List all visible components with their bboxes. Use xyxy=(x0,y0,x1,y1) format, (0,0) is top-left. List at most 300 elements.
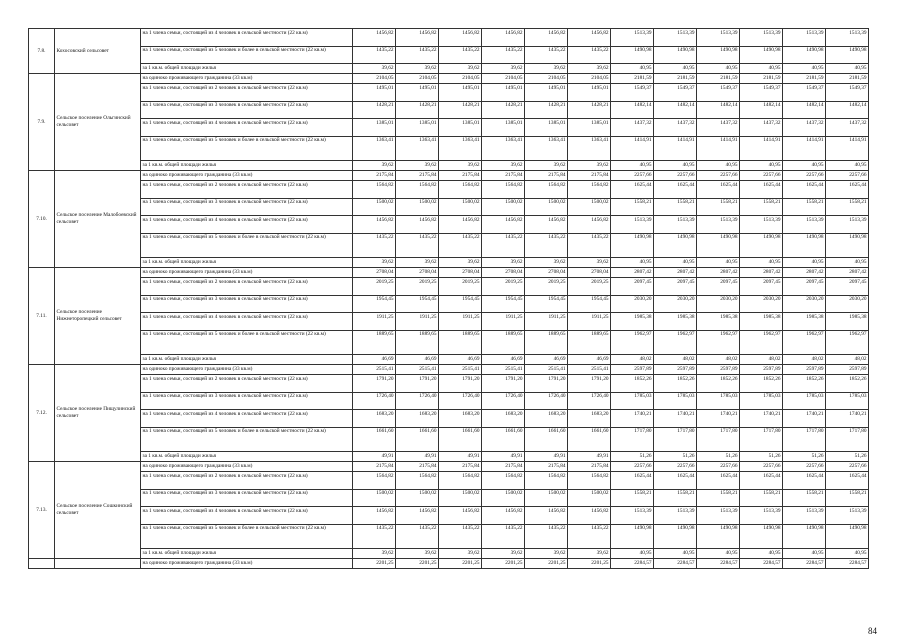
value-cell: 2708,04 xyxy=(568,268,611,278)
value-cell: 1495,01 xyxy=(482,84,525,102)
value-cell: 1954,45 xyxy=(439,295,482,313)
value-cell: 49,91 xyxy=(568,452,611,462)
settlement-name: Сельское поселение Сошкинский сельсовет xyxy=(55,462,141,559)
value-cell: 51,26 xyxy=(740,452,783,462)
value-cell: 1456,82 xyxy=(439,29,482,47)
norm-category: на 1 члена семьи, состоящей из 4 человек в сельской местности (22 кв.м) xyxy=(141,410,353,428)
value-cell: 2257,66 xyxy=(826,462,869,472)
norm-category: на одиноко проживающего гражданина (33 кв.м) xyxy=(141,462,353,472)
value-cell: 1683,20 xyxy=(482,410,525,428)
value-cell: 40,95 xyxy=(740,161,783,171)
value-cell: 46,69 xyxy=(396,355,439,365)
value-cell: 1437,32 xyxy=(783,119,826,137)
value-cell: 2019,25 xyxy=(568,278,611,296)
value-cell: 1490,98 xyxy=(697,233,740,258)
table-row xyxy=(29,452,869,462)
value-cell: 1683,20 xyxy=(353,410,396,428)
value-cell: 1791,20 xyxy=(482,375,525,393)
table-row xyxy=(29,365,869,375)
value-cell: 1785,03 xyxy=(826,392,869,410)
value-cell: 1962,97 xyxy=(611,330,654,355)
norm-category: на 1 члена семьи, состоящей из 2 человек в сельской местности (22 кв.м) xyxy=(141,472,353,490)
value-cell: 2807,42 xyxy=(697,268,740,278)
norm-category: на одиноко проживающего гражданина (33 кв.м) xyxy=(141,171,353,181)
value-cell: 2175,84 xyxy=(353,171,396,181)
value-cell: 39,62 xyxy=(568,258,611,268)
value-cell: 1683,20 xyxy=(396,410,439,428)
value-cell: 1625,44 xyxy=(611,472,654,490)
value-cell: 1558,21 xyxy=(826,198,869,216)
value-cell: 1954,45 xyxy=(396,295,439,313)
value-cell: 1625,44 xyxy=(783,472,826,490)
value-cell: 2104,05 xyxy=(396,74,439,84)
value-cell: 48,02 xyxy=(654,355,697,365)
value-cell: 1683,20 xyxy=(525,410,568,428)
tariff-table xyxy=(28,28,869,569)
norm-category: на 1 члена семьи, состоящей из 2 человек в сельской местности (22 кв.м) xyxy=(141,278,353,296)
table-row xyxy=(29,559,869,569)
value-cell: 2284,57 xyxy=(740,559,783,569)
value-cell: 51,26 xyxy=(826,452,869,462)
value-cell: 2515,41 xyxy=(568,365,611,375)
value-cell: 1625,44 xyxy=(783,181,826,199)
value-cell: 1435,22 xyxy=(482,524,525,549)
value-cell: 1852,26 xyxy=(611,375,654,393)
settlement-code: 7.11. xyxy=(29,268,55,365)
value-cell: 1558,21 xyxy=(740,198,783,216)
value-cell: 1625,44 xyxy=(826,181,869,199)
value-cell: 1564,82 xyxy=(396,472,439,490)
table-row xyxy=(29,258,869,268)
value-cell: 1558,21 xyxy=(826,489,869,507)
value-cell: 1726,40 xyxy=(396,392,439,410)
table-row xyxy=(29,392,869,410)
value-cell: 1962,97 xyxy=(783,330,826,355)
value-cell: 2597,89 xyxy=(697,365,740,375)
value-cell: 40,95 xyxy=(740,258,783,268)
value-cell: 1385,01 xyxy=(439,119,482,137)
value-cell: 1852,26 xyxy=(654,375,697,393)
value-cell: 1661,60 xyxy=(353,427,396,452)
value-cell: 1513,39 xyxy=(611,216,654,234)
value-cell: 2201,25 xyxy=(353,559,396,569)
value-cell: 1717,80 xyxy=(654,427,697,452)
value-cell: 1495,01 xyxy=(568,84,611,102)
value-cell: 1482,14 xyxy=(654,101,697,119)
value-cell: 2097,45 xyxy=(654,278,697,296)
value-cell: 1791,20 xyxy=(439,375,482,393)
value-cell: 1500,02 xyxy=(439,489,482,507)
value-cell: 1428,21 xyxy=(353,101,396,119)
value-cell: 2708,04 xyxy=(482,268,525,278)
value-cell: 1435,22 xyxy=(525,524,568,549)
value-cell: 1456,82 xyxy=(525,216,568,234)
table-row xyxy=(29,46,869,64)
table-row xyxy=(29,295,869,313)
value-cell: 1852,26 xyxy=(697,375,740,393)
value-cell: 40,95 xyxy=(783,64,826,74)
value-cell: 51,26 xyxy=(783,452,826,462)
value-cell: 40,95 xyxy=(826,64,869,74)
value-cell: 2030,20 xyxy=(654,295,697,313)
value-cell: 1785,03 xyxy=(740,392,783,410)
value-cell: 2181,59 xyxy=(740,74,783,84)
value-cell: 2257,66 xyxy=(697,462,740,472)
value-cell: 1661,60 xyxy=(396,427,439,452)
value-cell: 1500,02 xyxy=(525,489,568,507)
value-cell: 1549,37 xyxy=(654,84,697,102)
value-cell: 1456,82 xyxy=(482,216,525,234)
value-cell: 1490,98 xyxy=(740,46,783,64)
value-cell: 1911,25 xyxy=(353,313,396,331)
value-cell: 1435,22 xyxy=(353,524,396,549)
table-row xyxy=(29,233,869,258)
value-cell: 1564,82 xyxy=(353,472,396,490)
table-row xyxy=(29,181,869,199)
value-cell: 2257,66 xyxy=(826,171,869,181)
value-cell: 1385,01 xyxy=(396,119,439,137)
value-cell: 1435,22 xyxy=(439,233,482,258)
value-cell: 1558,21 xyxy=(697,489,740,507)
value-cell: 2257,66 xyxy=(740,462,783,472)
value-cell: 39,62 xyxy=(439,258,482,268)
value-cell: 40,95 xyxy=(783,258,826,268)
value-cell: 2257,66 xyxy=(783,171,826,181)
norm-category: за 1 кв.м. общей площади жилья xyxy=(141,258,353,268)
value-cell: 1513,39 xyxy=(826,216,869,234)
value-cell: 1385,01 xyxy=(525,119,568,137)
value-cell: 46,69 xyxy=(353,355,396,365)
value-cell: 1513,39 xyxy=(654,29,697,47)
value-cell: 1495,01 xyxy=(525,84,568,102)
value-cell: 1740,21 xyxy=(783,410,826,428)
value-cell: 1852,26 xyxy=(740,375,783,393)
norm-category: на одиноко проживающего гражданина (33 кв.м) xyxy=(141,559,353,569)
value-cell: 1985,38 xyxy=(697,313,740,331)
value-cell: 1482,14 xyxy=(783,101,826,119)
value-cell: 40,95 xyxy=(826,258,869,268)
value-cell: 39,62 xyxy=(353,64,396,74)
value-cell: 39,62 xyxy=(396,549,439,559)
value-cell: 39,62 xyxy=(396,161,439,171)
value-cell: 1513,39 xyxy=(740,29,783,47)
settlement-name: Сельское поселение Ольгинский сельсовет xyxy=(55,74,141,171)
table-row xyxy=(29,313,869,331)
value-cell: 1549,37 xyxy=(826,84,869,102)
value-cell: 40,95 xyxy=(611,549,654,559)
value-cell: 1490,98 xyxy=(654,46,697,64)
value-cell: 1414,91 xyxy=(697,136,740,161)
value-cell: 1549,37 xyxy=(611,84,654,102)
value-cell: 2019,25 xyxy=(482,278,525,296)
value-cell: 2097,45 xyxy=(611,278,654,296)
value-cell: 1495,01 xyxy=(353,84,396,102)
value-cell: 48,02 xyxy=(611,355,654,365)
value-cell: 40,95 xyxy=(654,64,697,74)
value-cell: 1513,39 xyxy=(740,216,783,234)
value-cell: 1558,21 xyxy=(783,489,826,507)
value-cell: 48,02 xyxy=(697,355,740,365)
value-cell: 1564,82 xyxy=(568,181,611,199)
value-cell: 1490,98 xyxy=(826,233,869,258)
table-row xyxy=(29,64,869,74)
value-cell: 1954,45 xyxy=(568,295,611,313)
value-cell: 2597,89 xyxy=(783,365,826,375)
value-cell: 1558,21 xyxy=(697,198,740,216)
value-cell: 1717,80 xyxy=(783,427,826,452)
value-cell: 1363,41 xyxy=(482,136,525,161)
value-cell: 2181,59 xyxy=(654,74,697,84)
value-cell: 1889,65 xyxy=(396,330,439,355)
value-cell: 1435,22 xyxy=(396,233,439,258)
value-cell: 1435,22 xyxy=(482,46,525,64)
value-cell: 1385,01 xyxy=(482,119,525,137)
value-cell: 1490,98 xyxy=(826,46,869,64)
value-cell: 1456,82 xyxy=(396,216,439,234)
table-row xyxy=(29,119,869,137)
value-cell: 1962,97 xyxy=(697,330,740,355)
value-cell: 2515,41 xyxy=(525,365,568,375)
table-row xyxy=(29,427,869,452)
value-cell: 1437,32 xyxy=(654,119,697,137)
norm-category: на 1 члена семьи, состоящей из 5 человек и более в сельской местности (22 кв.м) xyxy=(141,233,353,258)
norm-category: на 1 члена семьи, состоящей из 4 человек в сельской местности (22 кв.м) xyxy=(141,313,353,331)
value-cell: 2597,89 xyxy=(611,365,654,375)
value-cell: 1482,14 xyxy=(740,101,783,119)
value-cell: 1513,39 xyxy=(826,507,869,525)
value-cell: 2201,25 xyxy=(568,559,611,569)
value-cell: 1985,38 xyxy=(740,313,783,331)
value-cell: 1500,02 xyxy=(396,198,439,216)
value-cell: 1791,20 xyxy=(353,375,396,393)
value-cell: 1564,82 xyxy=(439,181,482,199)
value-cell: 40,95 xyxy=(783,161,826,171)
value-cell: 2257,66 xyxy=(654,462,697,472)
value-cell: 51,26 xyxy=(611,452,654,462)
table-row xyxy=(29,136,869,161)
value-cell: 2097,45 xyxy=(826,278,869,296)
value-cell: 2201,25 xyxy=(396,559,439,569)
value-cell: 39,62 xyxy=(525,161,568,171)
value-cell: 40,95 xyxy=(826,549,869,559)
value-cell: 1911,25 xyxy=(439,313,482,331)
norm-category: за 1 кв.м. общей площади жилья xyxy=(141,64,353,74)
value-cell: 2257,66 xyxy=(611,171,654,181)
value-cell: 2030,20 xyxy=(611,295,654,313)
value-cell: 1564,82 xyxy=(396,181,439,199)
value-cell: 1490,98 xyxy=(783,233,826,258)
norm-category: на одиноко проживающего гражданина (33 кв.м) xyxy=(141,365,353,375)
table-row xyxy=(29,330,869,355)
value-cell: 2284,57 xyxy=(611,559,654,569)
value-cell: 2019,25 xyxy=(353,278,396,296)
value-cell: 1717,80 xyxy=(697,427,740,452)
value-cell: 2181,59 xyxy=(783,74,826,84)
value-cell: 1558,21 xyxy=(611,198,654,216)
value-cell: 40,95 xyxy=(826,161,869,171)
value-cell: 1500,02 xyxy=(482,489,525,507)
value-cell: 1661,60 xyxy=(439,427,482,452)
value-cell: 2175,84 xyxy=(439,171,482,181)
value-cell: 40,95 xyxy=(611,161,654,171)
value-cell: 1414,91 xyxy=(654,136,697,161)
norm-category: на 1 члена семьи, состоящей из 4 человек в сельской местности (22 кв.м) xyxy=(141,29,353,47)
value-cell: 40,95 xyxy=(697,258,740,268)
value-cell: 2201,25 xyxy=(439,559,482,569)
value-cell: 1717,80 xyxy=(740,427,783,452)
value-cell: 2175,84 xyxy=(568,171,611,181)
value-cell: 1428,21 xyxy=(396,101,439,119)
value-cell: 2019,25 xyxy=(525,278,568,296)
value-cell: 1495,01 xyxy=(396,84,439,102)
value-cell: 39,62 xyxy=(568,161,611,171)
value-cell: 1564,82 xyxy=(353,181,396,199)
value-cell: 1717,80 xyxy=(826,427,869,452)
value-cell: 39,62 xyxy=(439,161,482,171)
value-cell: 2708,04 xyxy=(525,268,568,278)
value-cell: 2175,84 xyxy=(482,462,525,472)
value-cell: 1456,82 xyxy=(396,29,439,47)
value-cell: 2807,42 xyxy=(740,268,783,278)
value-cell: 1726,40 xyxy=(353,392,396,410)
value-cell: 1911,25 xyxy=(568,313,611,331)
value-cell: 1435,22 xyxy=(525,46,568,64)
value-cell: 2284,57 xyxy=(826,559,869,569)
value-cell: 1500,02 xyxy=(396,489,439,507)
settlement-name: Сельское поселение Малобоевский сельсовет xyxy=(55,171,141,268)
value-cell: 1564,82 xyxy=(439,472,482,490)
value-cell: 39,62 xyxy=(396,258,439,268)
value-cell: 2257,66 xyxy=(654,171,697,181)
value-cell: 2175,84 xyxy=(525,171,568,181)
value-cell: 39,62 xyxy=(396,64,439,74)
value-cell: 2257,66 xyxy=(697,171,740,181)
value-cell: 1889,65 xyxy=(439,330,482,355)
value-cell: 2181,59 xyxy=(697,74,740,84)
value-cell: 1500,02 xyxy=(353,198,396,216)
value-cell: 40,95 xyxy=(654,258,697,268)
value-cell: 2201,25 xyxy=(525,559,568,569)
value-cell: 2515,41 xyxy=(353,365,396,375)
value-cell: 1490,98 xyxy=(611,524,654,549)
settlement-code: 7.10. xyxy=(29,171,55,268)
settlement-code: 7.12. xyxy=(29,365,55,462)
value-cell: 48,02 xyxy=(740,355,783,365)
value-cell: 1435,22 xyxy=(568,524,611,549)
table-row xyxy=(29,161,869,171)
value-cell: 1661,60 xyxy=(525,427,568,452)
value-cell: 39,62 xyxy=(439,549,482,559)
value-cell: 40,95 xyxy=(697,161,740,171)
value-cell: 1490,98 xyxy=(654,524,697,549)
value-cell: 1661,60 xyxy=(482,427,525,452)
norm-category: за 1 кв.м. общей площади жилья xyxy=(141,161,353,171)
norm-category: за 1 кв.м. общей площади жилья xyxy=(141,355,353,365)
value-cell: 46,69 xyxy=(525,355,568,365)
value-cell: 1456,82 xyxy=(525,507,568,525)
value-cell: 2708,04 xyxy=(353,268,396,278)
value-cell: 2807,42 xyxy=(826,268,869,278)
value-cell: 2284,57 xyxy=(654,559,697,569)
value-cell: 49,91 xyxy=(439,452,482,462)
norm-category: на 1 члена семьи, состоящей из 3 человек в сельской местности (22 кв.м) xyxy=(141,489,353,507)
value-cell: 2515,41 xyxy=(482,365,525,375)
value-cell: 1962,97 xyxy=(740,330,783,355)
value-cell: 1437,32 xyxy=(611,119,654,137)
norm-category: на 1 члена семьи, состоящей из 4 человек в сельской местности (22 кв.м) xyxy=(141,507,353,525)
value-cell: 1490,98 xyxy=(697,46,740,64)
value-cell: 1740,21 xyxy=(826,410,869,428)
value-cell: 1558,21 xyxy=(611,489,654,507)
value-cell: 1726,40 xyxy=(525,392,568,410)
value-cell: 1513,39 xyxy=(740,507,783,525)
value-cell: 1962,97 xyxy=(654,330,697,355)
value-cell: 1363,41 xyxy=(568,136,611,161)
value-cell: 39,62 xyxy=(482,258,525,268)
value-cell: 1435,22 xyxy=(353,233,396,258)
value-cell: 2175,84 xyxy=(439,462,482,472)
value-cell: 2257,66 xyxy=(783,462,826,472)
value-cell: 40,95 xyxy=(697,549,740,559)
value-cell: 1482,14 xyxy=(611,101,654,119)
value-cell: 39,62 xyxy=(525,258,568,268)
value-cell: 1785,03 xyxy=(697,392,740,410)
value-cell: 2104,05 xyxy=(353,74,396,84)
table-row xyxy=(29,507,869,525)
value-cell: 1456,82 xyxy=(482,507,525,525)
value-cell: 1985,38 xyxy=(783,313,826,331)
value-cell: 1513,39 xyxy=(783,216,826,234)
value-cell: 1435,22 xyxy=(396,524,439,549)
value-cell: 1558,21 xyxy=(740,489,783,507)
table-row xyxy=(29,489,869,507)
value-cell: 49,91 xyxy=(525,452,568,462)
value-cell: 1962,97 xyxy=(826,330,869,355)
value-cell: 1500,02 xyxy=(353,489,396,507)
value-cell: 1414,91 xyxy=(740,136,783,161)
value-cell: 2284,57 xyxy=(697,559,740,569)
value-cell: 1414,91 xyxy=(611,136,654,161)
norm-category: на одиноко проживающего гражданина (33 кв.м) xyxy=(141,268,353,278)
value-cell: 1564,82 xyxy=(568,472,611,490)
settlement-code: 7.8. xyxy=(29,29,55,74)
value-cell: 1490,98 xyxy=(611,233,654,258)
value-cell: 1428,21 xyxy=(525,101,568,119)
value-cell: 1513,39 xyxy=(783,507,826,525)
value-cell: 1456,82 xyxy=(568,29,611,47)
value-cell: 1549,37 xyxy=(783,84,826,102)
settlement-code: 7.9. xyxy=(29,74,55,171)
value-cell: 1954,45 xyxy=(482,295,525,313)
value-cell: 1791,20 xyxy=(525,375,568,393)
value-cell: 1435,22 xyxy=(525,233,568,258)
norm-category: на 1 члена семьи, состоящей из 3 человек в сельской местности (22 кв.м) xyxy=(141,198,353,216)
value-cell: 1558,21 xyxy=(654,489,697,507)
value-cell: 1482,14 xyxy=(697,101,740,119)
value-cell: 2175,84 xyxy=(396,462,439,472)
norm-category: на 1 члена семьи, состоящей из 2 человек в сельской местности (22 кв.м) xyxy=(141,375,353,393)
value-cell: 40,95 xyxy=(654,549,697,559)
value-cell: 1437,32 xyxy=(697,119,740,137)
value-cell: 1437,32 xyxy=(740,119,783,137)
value-cell: 2104,05 xyxy=(482,74,525,84)
value-cell: 40,95 xyxy=(611,64,654,74)
value-cell: 39,62 xyxy=(439,64,482,74)
value-cell: 2181,59 xyxy=(611,74,654,84)
value-cell: 1482,14 xyxy=(826,101,869,119)
value-cell: 1564,82 xyxy=(525,472,568,490)
value-cell: 40,95 xyxy=(783,549,826,559)
